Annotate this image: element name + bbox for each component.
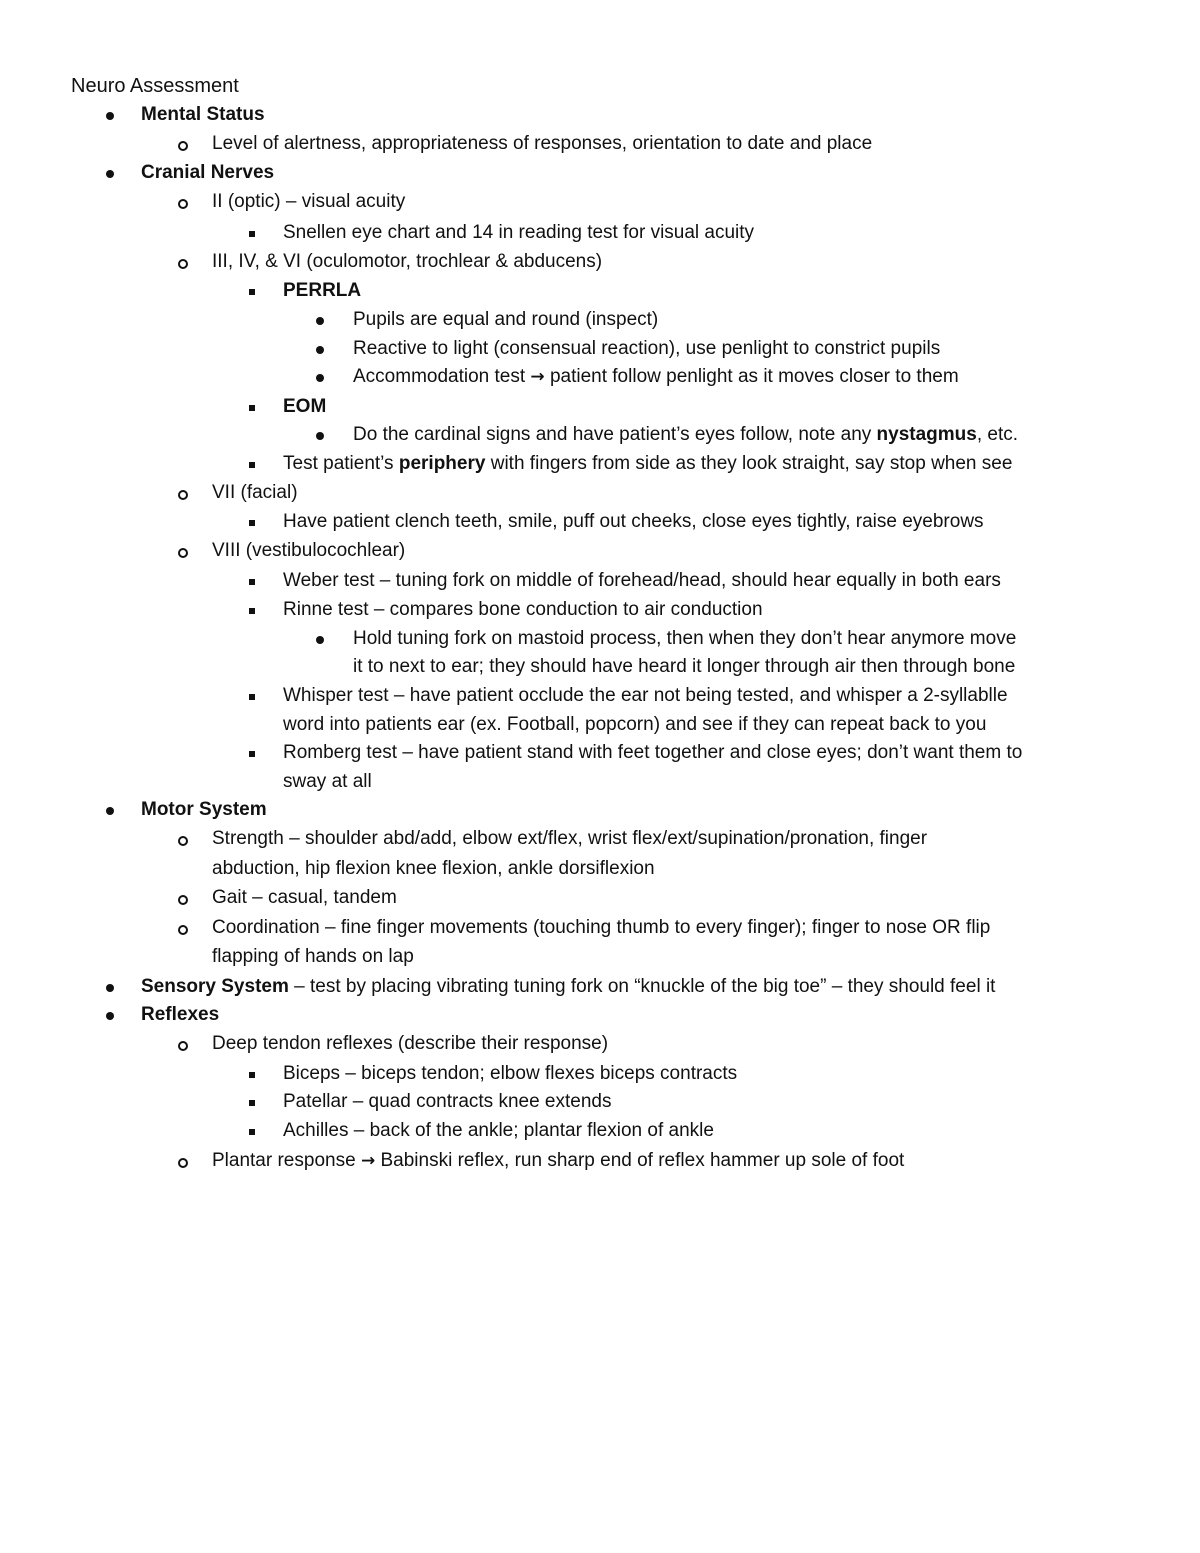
- heading-eom: EOM: [283, 396, 327, 417]
- document-title: Neuro Assessment: [71, 75, 239, 97]
- heading-sensory-system: Sensory System: [141, 976, 289, 997]
- right-arrow-icon: →: [530, 367, 545, 387]
- heading-perrla: PERRLA: [283, 280, 362, 301]
- heading-mental-status: Mental Status: [141, 104, 265, 125]
- heading-cranial-nerves: Cranial Nerves: [141, 162, 275, 183]
- heading-reflexes: Reflexes: [141, 1004, 220, 1025]
- right-arrow-icon: →: [360, 1151, 376, 1171]
- heading-motor-system: Motor System: [141, 799, 267, 820]
- document-page: Neuro Assessment Mental Status Level of alertness, appropriateness of responses, orientation to date and place Cranial Nerves II (optic) – visual acuity Snellen eye chart and 14 in reading test for visual acuity III, IV, & VI (oculomotor, trochlear & abducens) PERRLA Pupils are equal and round (inspect) Reactive to light (consensual reaction), use penlight to constrict pupils Accommodation test → patient follow penlight as it moves closer to them EOM Do the cardinal signs and have patient’s eyes follow, note any nystagmus, etc. Test patient’s periphery with fingers from side as they look straight, say stop when see VII (facial) Have patient clench teeth, smile, puff out cheeks, close eyes tightly, raise eyebrows VIII (vestibulocochlear) Weber test – tuning fork on middle of forehead/head, should hear equally in both ears Rinne test – compares bone conduction to air conduction Hold tuning fork on mastoid process, then when they don’t hear anymore move it to next to ear; they should have heard it longer through air then through bone Whisper test – have patient occlude the ear not being tested, and whisper a 2-syllablle word into patients ear (ex. Football, popcorn) and see if they can repeat back to you Romberg test – have patient stand with feet together and close eyes; don’t want them to sway at all Motor System Strength – shoulder abd/add, elbow ext/flex, wrist flex/ext/supination/pronation, finger abduction, hip flexion knee flexion, ankle dorsiflexion Gait – casual, tandem Coordination – fine finger movements (touching thumb to every finger); finger to nose OR flip flapping of hands on lap Sensory System – test by placing vibrating tuning fork on “knuckle of the big toe” – they should feel it Reflexes Deep tendon reflexes (describe their response) Biceps – biceps tendon; elbow flexes biceps contracts Patellar – quad contracts knee extends Achilles – back of the ankle; plantar flexion of ankle Plantar response → Babinski reflex, run sharp end of reflex hammer up sole of foot: [0, 0, 1200, 1553]
